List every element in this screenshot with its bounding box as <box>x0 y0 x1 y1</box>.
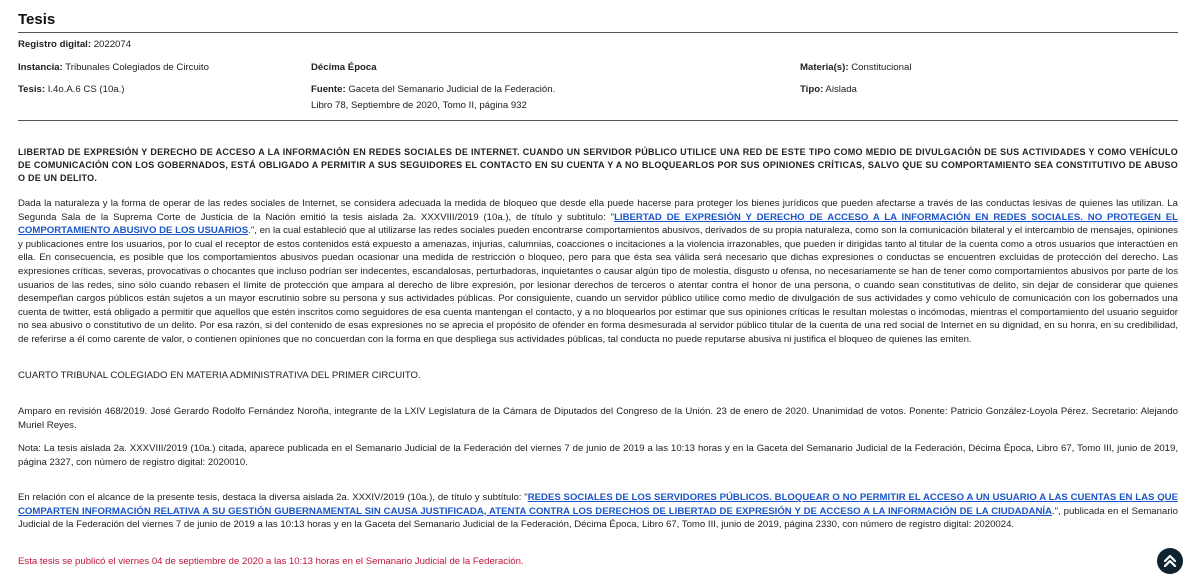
tesis-label: Tesis: <box>18 84 46 95</box>
fuente <box>311 82 555 114</box>
instancia-value: Tribunales Colegiados de Circuito <box>65 62 209 73</box>
header-divider <box>18 32 1178 33</box>
tesis-body <box>18 197 1178 347</box>
tipo-value: Aislada <box>825 84 857 95</box>
registro-value: 2022074 <box>93 39 132 50</box>
double-chevron-up-icon <box>1162 553 1178 569</box>
publication-notice: Esta tesis se publicó el viernes 04 de septiembre de 2020 a las 10:13 horas en el Semanario Judicial de la Federación. <box>18 556 524 567</box>
tesis-number <box>18 82 124 98</box>
body-text-1: Dada la naturaleza y la forma de operar de las redes sociales de Internet, se considera adecuada la medida de bloqueo que desde ella puede hacerse para proteger los bienes jurídicos que pueden afectarse a través de las conductas lesivas de quienes las utilizan. La Segunda Sala de la Suprema Corte de Justicia de la Nación emitió la tesis aislada 2a. XXXVIII/2019 (10a.), de título y subtítulo: " <box>18 198 1178 223</box>
relacion-text-1: En relación con el alcance de la presente tesis, destaca la diversa aislada 2a. XXXIV/2019 (10a.), de título y subtítulo: " <box>18 492 528 503</box>
materia-value: Constitucional <box>851 62 912 73</box>
tesis-rubro: LIBERTAD DE EXPRESIÓN Y DERECHO DE ACCESO A LA INFORMACIÓN EN REDES SOCIALES DE INTERNET. CUANDO UN SERVIDOR PÚBLICO UTILICE UNA RED DE ESTE TIPO COMO MEDIO DE DIVULGACIÓN DE SUS ACTIVIDADES Y COMO VEHÍCULO DE COMUNICACIÓN CON LOS GOBERNADOS, ESTÁ OBLIGADO A PERMITIR A SUS SEGUIDORES EL CONTACTO EN SU CUENTA Y A NO BLOQUEARLOS POR SUS OPINIONES CRÍTICAS, SALVO QUE SU COMPORTAMIENTO SEA CONSTITUTIVO DE ABUSO O DE UN DELITO. <box>18 147 1178 183</box>
tesis-value: I.4o.A.6 CS (10a.) <box>47 84 125 95</box>
fuente-label: Fuente: <box>311 84 346 95</box>
related-tesis-link[interactable]: REDES SOCIALES DE LOS SERVIDORES PÚBLICOS. BLOQUEAR O NO PERMITIR EL ACCESO A UN USUARIO A LAS CUENTAS EN LAS QUE COMPARTEN INFORMACIÓN RELATIVA A SU GESTIÓN GUBERNAMENTAL SIN CAUSA JUSTIFICADA, ATENTA CONTRA LOS DERECHOS DE LIBERTAD DE EXPRESIÓN Y DE ACCESO A LA INFORMACIÓN DE LA CIUDADANÍA <box>18 492 1178 517</box>
nota: Nota: La tesis aislada 2a. XXXVIII/2019 (10a.) citada, aparece publicada en el Semanario Judicial de la Federación del viernes 7 de junio de 2019 a las 10:13 horas y en la Gaceta del Semanario Judicial de la Federación, Décima Época, Libro 67, Tomo III, junio de 2019, página 2327, con número de registro digital: 2020010. <box>18 443 1178 468</box>
tipo <box>800 82 857 98</box>
tribunal: CUARTO TRIBUNAL COLEGIADO EN MATERIA ADMINISTRATIVA DEL PRIMER CIRCUITO. <box>18 370 421 381</box>
relacion <box>18 491 1178 532</box>
epoca <box>311 60 377 76</box>
registro-label: Registro digital: <box>18 39 92 50</box>
precedente: Amparo en revisión 468/2019. José Gerardo Rodolfo Fernández Noroña, integrante de la LXIV Legislatura de la Cámara de Diputados del Congreso de la Unión. 23 de enero de 2020. Unanimidad de votos. Ponente: Patricio González-Loyola Pérez. Secretario: Alejando Muriel Reyes. <box>18 406 1178 431</box>
relacion-text-2: .", publicada en el Semanario Judicial de la Federación del viernes 7 de junio de 2019 a las 10:13 horas y en la Gaceta del Semanario Judicial de la Federación, Décima Época, Libro 67, Tomo III, junio de 2019, página 2330, con número de registro digital: 2020024. <box>18 505 1178 531</box>
fuente-line1: Gaceta del Semanario Judicial de la Federación. <box>348 84 556 95</box>
epoca-value: Décima Época <box>311 62 377 73</box>
instancia-label: Instancia: <box>18 62 63 73</box>
materia <box>800 60 911 76</box>
materia-label: Materia(s): <box>800 62 849 73</box>
scroll-to-top-button[interactable] <box>1157 548 1183 574</box>
tipo-label: Tipo: <box>800 84 824 95</box>
fuente-line2: Libro 78, Septiembre de 2020, Tomo II, página 932 <box>311 100 527 111</box>
body-text-2: .", en la cual estableció que al utilizarse las redes sociales pueden encontrarse comportamientos abusivos, derivados de su propia naturaleza, como son la comunicación bilateral y el intercambio de mensajes, opiniones y publicaciones entre los usuarios, por lo cual el receptor de estos contenidos está expuesto a amenazas, injurias, calumnias, coacciones o incitaciones a la violencia irrazonables, que pueden ir dirigidas tanto al titular de la cuenta como a otros usuarios que interactúen en ella. En consecuencia, es posible que los comportamientos abusivos puedan ocasionar una medida de restricción o bloqueo, pero para que ésta sea válida será necesario que dichas expresiones o conductas se encuentren excluidas de protección del derecho. Las expresiones críticas, severas, provocativas o chocantes que incluso podrían ser indecentes, escandalosas, perturbadoras, inquietantes o causar algún tipo de molestia, disgusto u ofensa, no necesariamente se han de tener como comportamientos abusivos por parte de los usuarios de las redes, sino sólo cuando rebasen el límite de protección que ampara al derecho de libre expresión, por lesionar derechos de terceros o atentar contra el honor de una persona, o cuando sean constitutivas de delito, sin dejar de considerar que quienes desempeñan cargos públicos están sujetos a un mayor escrutinio sobre su persona y sus actividades públicas. Por consiguiente, cuando un servidor público utilice como medio de divulgación de sus actividades y como vehículo de comunicación con los gobernados una cuenta de twitter, está obligado a permitir que aquellos que estén inscritos como seguidores de esa cuenta mantengan el contacto, y a no bloquearlos por estimar que sus opiniones críticas le resultan molestas o incómodas, mientras el comportamiento del usuario seguidor no sea abusivo o constitutivo de un delito. Por esa razón, si del contenido de esas expresiones no se aprecia el propósito de ofender en forma desmesurada al servidor público titular de la cuenta de una red social de Internet en su dignidad, en su honra, en su credibilidad, de referirse a él como carente de valor, o contienen opiniones que no concuerdan con la forma en que despliega sus actividades públicas, tal conducta no puede reputarse abusiva ni justifica el bloqueo de quienes las emiten. <box>18 225 1178 345</box>
meta-divider <box>18 120 1178 121</box>
cited-tesis-link[interactable]: LIBERTAD DE EXPRESIÓN Y DERECHO DE ACCESO A LA INFORMACIÓN EN REDES SOCIALES. NO PROTEGEN EL COMPORTAMIENTO ABUSIVO DE LOS USUARIOS <box>18 211 1178 237</box>
instancia <box>18 60 209 76</box>
registro-digital <box>18 37 131 53</box>
page-title: Tesis <box>18 11 56 28</box>
